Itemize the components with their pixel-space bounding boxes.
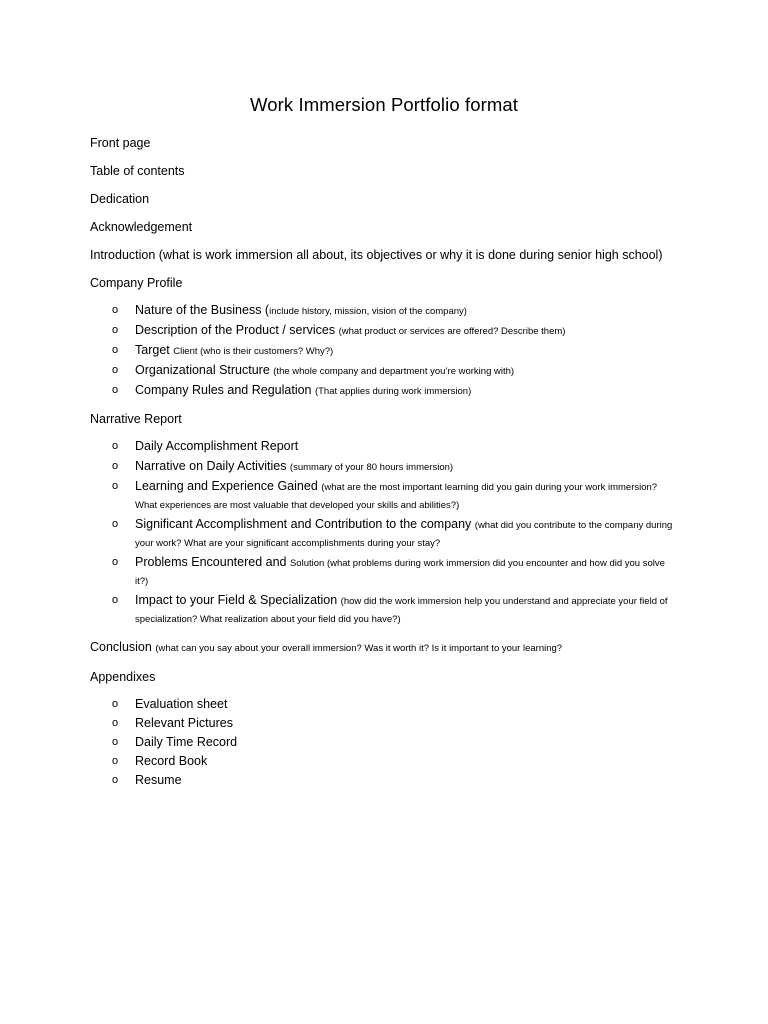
list-item <box>90 734 678 751</box>
list-item <box>90 382 678 400</box>
document-title: Work Immersion Portfolio format <box>250 94 518 115</box>
item-label: Impact to your Field & Specialization <box>135 593 341 607</box>
item-note: (how did the work immersion help you understand and appreciate your field of specialization? What realization about your field did you have?) <box>135 596 668 625</box>
item-label: Target <box>135 343 174 357</box>
item-note: Solution (what problems during work immersion did you encounter and how did you solve it?) <box>135 558 665 587</box>
item-label: Nature of the Business ( <box>135 303 270 317</box>
item-note: Client (who is their customers? Why?) <box>173 346 334 357</box>
item-label: Record Book <box>135 754 208 768</box>
item-note: (That applies during work immersion) <box>314 386 472 397</box>
list-item <box>90 438 678 456</box>
introduction-paragraph <box>90 246 678 264</box>
narrative-report-heading: Narrative Report <box>90 412 182 426</box>
item-label: Description of the Product / services <box>135 323 339 337</box>
dedication-heading: Dedication <box>90 192 150 206</box>
introduction-label: Introduction <box>90 248 156 262</box>
table-of-contents-heading: Table of contents <box>90 164 185 178</box>
item-label: Resume <box>135 773 182 787</box>
bullet-icon: o <box>112 460 119 472</box>
appendixes-list <box>90 696 678 789</box>
item-label: Significant Accomplishment and Contribution to the company <box>135 517 475 531</box>
item-note: (what did you contribute to the company during your work? What are your significant accomplishments during your stay? <box>135 520 673 549</box>
bullet-icon: o <box>112 440 119 452</box>
bullet-icon: o <box>112 755 119 767</box>
list-item <box>90 458 678 476</box>
list-item <box>90 478 678 514</box>
introduction-note: (what is work immersion all about, its objectives or why it is done during senior high school) <box>155 248 663 262</box>
bullet-icon: o <box>112 594 119 606</box>
item-note: (what product or services are offered? Describe them) <box>338 326 566 337</box>
item-label: Daily Accomplishment Report <box>135 439 299 453</box>
item-label: Relevant Pictures <box>135 716 233 730</box>
item-label: Company Rules and Regulation <box>135 383 315 397</box>
front-page-heading: Front page <box>90 136 151 150</box>
bullet-icon: o <box>112 344 119 356</box>
list-item <box>90 696 678 713</box>
bullet-icon: o <box>112 364 119 376</box>
bullet-icon: o <box>112 698 119 710</box>
item-label: Problems Encountered and <box>135 555 290 569</box>
bullet-icon: o <box>112 556 119 568</box>
list-item <box>90 342 678 360</box>
item-note: (what are the most important learning did you gain during your work immersion? What experiences are most valuable that developed your skills and abilities?) <box>135 482 658 511</box>
item-note: (summary of your 80 hours immersion) <box>289 462 454 473</box>
conclusion-paragraph <box>90 638 678 658</box>
item-label: Organizational Structure <box>135 363 274 377</box>
bullet-icon: o <box>112 774 119 786</box>
list-item <box>90 772 678 789</box>
list-item <box>90 753 678 770</box>
bullet-icon: o <box>112 736 119 748</box>
list-item <box>90 715 678 732</box>
conclusion-label: Conclusion <box>90 640 156 654</box>
narrative-report-list <box>90 438 678 628</box>
item-label: Learning and Experience Gained <box>135 479 322 493</box>
bullet-icon: o <box>112 480 119 492</box>
item-label: Daily Time Record <box>135 735 238 749</box>
item-label: Narrative on Daily Activities <box>135 459 290 473</box>
item-label: Evaluation sheet <box>135 697 228 711</box>
item-note: (the whole company and department you’re working with) <box>273 366 515 377</box>
list-item <box>90 362 678 380</box>
list-item <box>90 516 678 552</box>
conclusion-note: (what can you say about your overall immersion? Was it worth it? Is it important to your learning? <box>155 643 563 654</box>
appendixes-heading: Appendixes <box>90 670 156 684</box>
list-item <box>90 592 678 628</box>
bullet-icon: o <box>112 324 119 336</box>
bullet-icon: o <box>112 384 119 396</box>
acknowledgement-heading: Acknowledgement <box>90 220 193 234</box>
item-note: include history, mission, vision of the company) <box>269 306 467 317</box>
company-profile-heading: Company Profile <box>90 276 183 290</box>
bullet-icon: o <box>112 518 119 530</box>
list-item <box>90 322 678 340</box>
list-item <box>90 554 678 590</box>
company-profile-list <box>90 302 678 400</box>
bullet-icon: o <box>112 304 119 316</box>
bullet-icon: o <box>112 717 119 729</box>
list-item <box>90 302 678 320</box>
